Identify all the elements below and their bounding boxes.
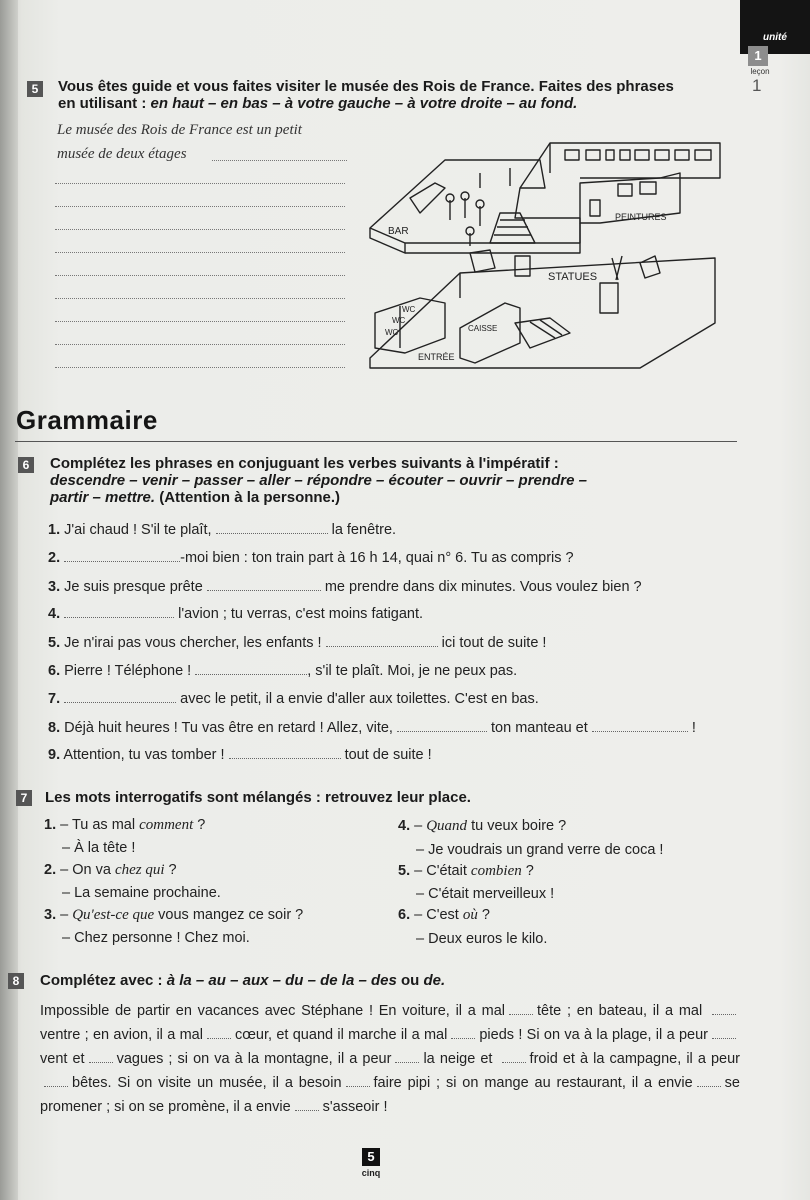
paragraph-text: bêtes. Si on visite un musée, il a besoin <box>72 1075 342 1091</box>
exercise-5-heading <box>58 78 738 112</box>
answer-line-2: musée de deux étages <box>57 146 187 162</box>
paragraph-text: vent et <box>40 1051 85 1067</box>
item-text: J'ai chaud ! S'il te plaît, <box>64 522 212 538</box>
exercise-7-heading: Les mots interrogatifs sont mélangés : retrouvez leur place. <box>45 789 471 806</box>
ex7-item-2-answer: – La semaine prochaine. <box>62 885 221 901</box>
heading-lead: Complétez avec : <box>40 972 167 989</box>
exercise-8-paragraph <box>40 999 740 1119</box>
q-text: – Tu as mal <box>60 817 140 833</box>
answer-blank[interactable] <box>64 690 176 703</box>
label-wc-1: WC <box>402 305 416 314</box>
page-number-word: cinq <box>361 1168 381 1178</box>
answer-blank[interactable] <box>55 229 345 230</box>
paragraph-text: la neige et <box>423 1051 493 1067</box>
section-rule <box>15 441 737 442</box>
label-wc-3: WC <box>385 328 399 337</box>
item-number: 4. <box>48 606 61 622</box>
exercise-6-heading-line1: Complétez les phrases en conjuguant les verbes suivants à l'impératif : <box>50 455 559 472</box>
ex7-item-5-question <box>398 863 534 880</box>
ex7-item-3-answer: – Chez personne ! Chez moi. <box>62 930 250 946</box>
heading-mid: ou <box>396 972 424 989</box>
exercise-6-number: 6 <box>18 457 34 473</box>
q-word: chez qui <box>114 862 165 878</box>
answer-blank[interactable] <box>195 662 307 675</box>
answer-blank[interactable] <box>44 1076 68 1087</box>
paragraph-text: froid et à la campagne, il a peur <box>529 1051 741 1067</box>
item-number: 5. <box>48 635 61 651</box>
answer-blank[interactable] <box>502 1052 526 1063</box>
q-text: ? <box>521 863 534 879</box>
item-text: la fenêtre. <box>331 522 397 538</box>
ex6-item-9 <box>48 746 432 763</box>
ex7-item-4-answer: – Je voudrais un grand verre de coca ! <box>416 842 664 858</box>
ex7-item-5-answer: – C'était merveilleux ! <box>416 886 555 902</box>
ex6-item-3 <box>48 578 642 595</box>
paragraph-text: cœur, et quand il marche il a mal <box>234 1027 448 1043</box>
paragraph-text: faire pipi ; si on mange au restaurant, il a envie <box>373 1075 693 1091</box>
paragraph-text: se promener ; si on se promène, il a envie <box>40 1075 740 1115</box>
ex6-item-8 <box>48 719 696 736</box>
answer-blank[interactable] <box>326 634 438 647</box>
heading-options: à la – au – aux – du – de la – des <box>166 972 397 989</box>
item-number: 5. <box>398 863 411 879</box>
ex6-item-1 <box>48 521 396 538</box>
heading-emphasis: en haut – en bas – à votre gauche – à votre droite – au fond. <box>150 95 578 112</box>
label-peintures: PEINTURES <box>615 212 667 222</box>
answer-blank[interactable] <box>712 1004 736 1015</box>
ex6-item-4 <box>48 605 423 622</box>
q-text: ? <box>193 817 206 833</box>
label-wc-2: WC <box>392 316 406 325</box>
exercise-8-heading <box>40 972 445 989</box>
paragraph-text: tête ; en bateau, il a mal <box>537 1003 703 1019</box>
item-text: ici tout de suite ! <box>441 635 547 651</box>
lesson-number: 1 <box>752 76 762 95</box>
answer-blank[interactable] <box>55 321 345 322</box>
answer-blank[interactable] <box>64 605 174 618</box>
answer-blank[interactable] <box>55 344 345 345</box>
answer-blank[interactable] <box>212 160 347 161</box>
answer-blank[interactable] <box>295 1100 319 1111</box>
answer-blank[interactable] <box>207 578 321 591</box>
attention-note: (Attention à la personne.) <box>155 489 341 506</box>
answer-blank[interactable] <box>55 183 345 184</box>
heading-options-end: de. <box>423 972 446 989</box>
label-entree: ENTRÉE <box>418 352 455 362</box>
answer-blank[interactable] <box>89 1052 113 1063</box>
ex6-item-6 <box>48 662 517 679</box>
item-text: l'avion ; tu verras, c'est moins fatigant. <box>178 606 424 622</box>
label-bar: BAR <box>388 226 409 237</box>
label-caisse: CAISSE <box>468 324 498 333</box>
lesson-label: leçon <box>750 67 770 76</box>
unit-number: 1 <box>748 46 768 66</box>
museum-floorplan-drawing <box>350 138 735 370</box>
q-word: combien <box>470 863 522 879</box>
item-text: Pierre ! Téléphone ! <box>64 663 192 679</box>
item-number: 3. <box>44 907 57 923</box>
item-text: Je suis presque prête <box>64 579 203 595</box>
answer-line-1: Le musée des Rois de France est un petit <box>57 122 302 138</box>
item-text: Je n'irai pas vous chercher, les enfants ! <box>64 635 322 651</box>
exercise-5-heading-line1: Vous êtes guide et vous faites visiter le musée des Rois de France. Faites des phrases <box>58 78 674 95</box>
answer-blank[interactable] <box>451 1028 475 1039</box>
ex7-item-3-question <box>44 907 303 924</box>
paragraph-text: vagues ; si on va à la montagne, il a peur <box>116 1051 392 1067</box>
item-text: avec le petit, il a envie d'aller aux toilettes. C'est en bas. <box>180 691 539 707</box>
exercise-5-number: 5 <box>27 81 43 97</box>
unit-label: unité <box>763 32 787 43</box>
ex6-item-7 <box>48 690 539 707</box>
verbs-end: partir – mettre. <box>50 489 156 506</box>
item-number: 6. <box>398 907 411 923</box>
paragraph-text: ventre ; en avion, il a mal <box>40 1027 203 1043</box>
section-title: Grammaire <box>16 405 158 435</box>
exercise-8-number: 8 <box>8 973 24 989</box>
answer-blank[interactable] <box>55 298 345 299</box>
q-text: ? <box>477 907 490 923</box>
ex7-item-1-question <box>44 817 205 834</box>
page-number: 5 <box>362 1148 380 1166</box>
answer-blank[interactable] <box>712 1028 736 1039</box>
ex6-item-2 <box>48 549 574 566</box>
q-text: – C'était <box>414 863 471 879</box>
exercise-5-heading-line2 <box>58 95 738 112</box>
item-text: Déjà huit heures ! Tu vas être en retard ! Allez, vite, <box>64 720 393 736</box>
answer-blank[interactable] <box>592 719 688 732</box>
paragraph-text: s'asseoir ! <box>322 1099 388 1115</box>
q-text: vous mangez ce soir ? <box>154 907 304 923</box>
answer-blank[interactable] <box>229 746 341 759</box>
q-word: où <box>462 907 478 923</box>
q-word: Qu'est-ce que <box>72 907 155 923</box>
heading-lead: en utilisant : <box>58 95 151 112</box>
item-text: ! <box>691 720 696 736</box>
answer-blank[interactable] <box>697 1076 721 1087</box>
answer-blank[interactable] <box>346 1076 370 1087</box>
answer-blank[interactable] <box>395 1052 419 1063</box>
q-word: Quand <box>426 818 468 834</box>
answer-blank[interactable] <box>207 1028 231 1039</box>
ex7-item-1-answer: – À la tête ! <box>62 840 136 856</box>
answer-blank[interactable] <box>216 521 328 534</box>
ex7-item-6-answer: – Deux euros le kilo. <box>416 931 548 947</box>
q-text: – <box>414 818 427 834</box>
item-text: -moi bien : ton train part à 16 h 14, quai n° 6. Tu as compris ? <box>180 550 574 566</box>
item-number: 7. <box>48 691 61 707</box>
exercise-6-verbs: descendre – venir – passer – aller – répondre – écouter – ouvrir – prendre – <box>50 472 587 489</box>
q-text: – <box>60 907 73 923</box>
answer-blank[interactable] <box>64 549 180 562</box>
paragraph-text: Impossible de partir en vacances avec Stéphane ! En voiture, il a mal <box>40 1003 505 1019</box>
exercise-6-heading <box>50 455 730 506</box>
q-word: comment <box>139 817 194 833</box>
item-text: , s'il te plaît. Moi, je ne peux pas. <box>307 663 518 679</box>
answer-blank[interactable] <box>55 275 345 276</box>
book-spine <box>0 0 18 1200</box>
item-number: 2. <box>44 862 57 878</box>
item-number: 8. <box>48 720 61 736</box>
item-number: 2. <box>48 550 61 566</box>
item-text: tout de suite ! <box>344 747 432 763</box>
answer-blank[interactable] <box>55 367 345 368</box>
item-number: 1. <box>44 817 57 833</box>
q-text: – On va <box>60 862 115 878</box>
item-number: 6. <box>48 663 61 679</box>
answer-blank[interactable] <box>55 252 345 253</box>
q-text: ? <box>164 862 177 878</box>
answer-blank[interactable] <box>509 1004 533 1015</box>
exercise-7-number: 7 <box>16 790 32 806</box>
q-text: – C'est <box>414 907 463 923</box>
paragraph-text: pieds ! Si on va à la plage, il a peur <box>479 1027 708 1043</box>
item-number: 4. <box>398 818 411 834</box>
item-text: me prendre dans dix minutes. Vous voulez bien ? <box>324 579 642 595</box>
ex7-item-4-question <box>398 818 566 835</box>
item-text: Attention, tu vas tomber ! <box>63 747 225 763</box>
exercise-6-heading-line3 <box>50 489 730 506</box>
item-text: ton manteau et <box>491 720 588 736</box>
item-number: 3. <box>48 579 61 595</box>
item-number: 1. <box>48 522 61 538</box>
ex7-item-6-question <box>398 907 490 924</box>
ex6-item-5 <box>48 634 546 651</box>
item-number: 9. <box>48 747 61 763</box>
q-text: tu veux boire ? <box>467 818 567 834</box>
ex7-item-2-question <box>44 862 177 879</box>
answer-blank[interactable] <box>55 206 345 207</box>
answer-blank[interactable] <box>397 719 487 732</box>
label-statues: STATUES <box>548 271 598 283</box>
